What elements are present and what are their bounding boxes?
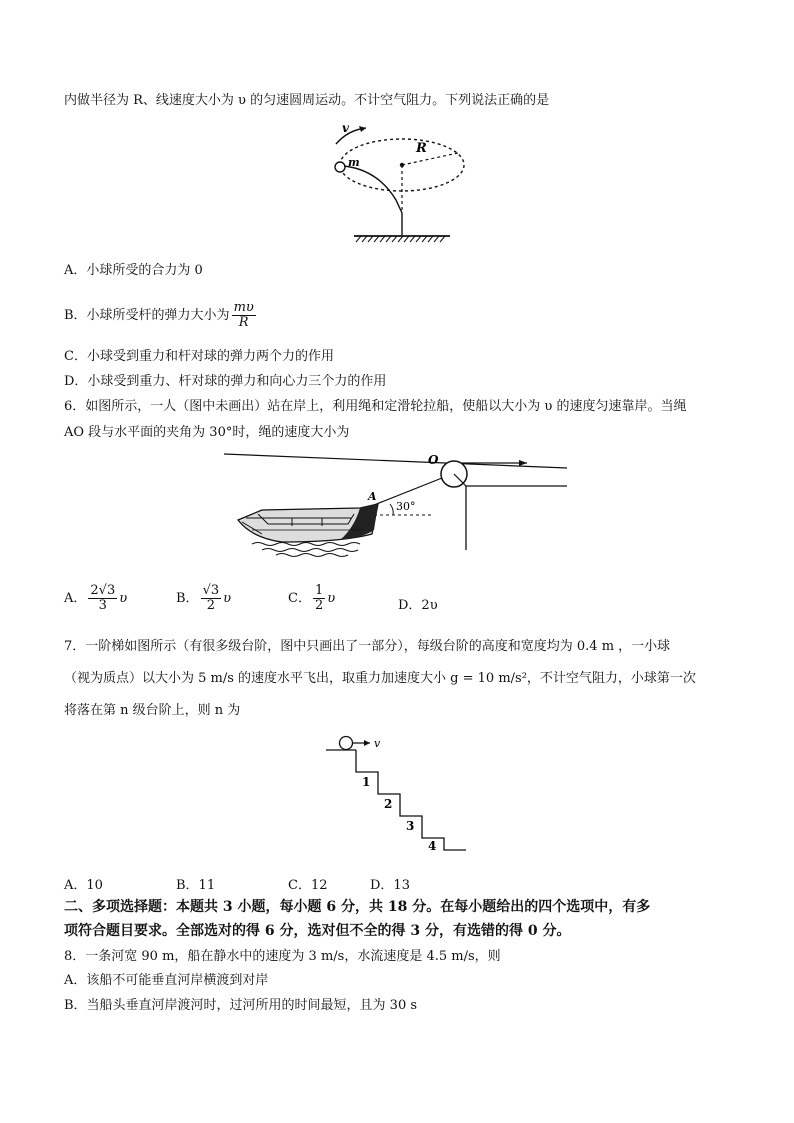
q6-stem-line1: 6．如图所示，一人（图中未画出）站在岸上，利用绳和定滑轮拉船，使船以大小为 υ 的速度匀速靠岸。当绳 (64, 399, 687, 414)
q7-option-c: C．12 (288, 878, 328, 893)
q6-angle-label: 30° (396, 500, 416, 513)
q5-radius (402, 153, 458, 165)
q7-option-b: B．11 (176, 878, 216, 893)
q6-boat (238, 504, 378, 542)
q7-step-3-label: 3 (406, 819, 415, 833)
section2-heading-line2: 项符合题目要求。全部选对的得 6 分，选对但不全的得 3 分，有选错的得 0 分。 (64, 923, 571, 939)
q7-option-d: D．13 (370, 878, 410, 893)
q5-figure (320, 118, 480, 248)
q5-option-d: D．小球受到重力、杆对球的弹力和向心力三个力的作用 (64, 374, 387, 389)
q5-option-a: A．小球所受的合力为 0 (64, 263, 203, 278)
q6-stem-line2: AO 段与水平面的夹角为 30°时，绳的速度大小为 (64, 425, 350, 440)
q7-option-a: A．10 (64, 878, 103, 893)
q6-o-label: O (428, 453, 439, 467)
q5-r-label: R (416, 141, 427, 156)
q7-stairs (356, 750, 466, 850)
q8-option-b: B．当船头垂直河岸渡河时，过河所用的时间最短，且为 30 s (64, 998, 418, 1013)
q5-rod (344, 166, 402, 235)
q7-stem-line1: 7．一阶梯如图所示（有很多级台阶，图中只画出了一部分），每级台阶的高度和宽度均为 0.4 m ，一小球 (64, 639, 671, 654)
q5-v-label: v (342, 121, 349, 135)
q7-stem-line3: 将落在第 n 级台阶上，则 n 为 (64, 703, 241, 718)
q6-figure (222, 448, 572, 558)
q6-option-b: B． $\frac{√3}{2}$ υ (176, 583, 232, 613)
q7-step-4-label: 4 (428, 839, 437, 853)
q7-ball (340, 737, 353, 750)
q5-option-b (64, 300, 258, 332)
q6-option-a: A． $\frac{2√3}{3}$ υ (64, 583, 128, 613)
q5-option-b-fraction: $\frac{m\upsilon}{R}$ (233, 300, 254, 330)
q8-stem: 8．一条河宽 90 m，船在静水中的速度为 3 m/s，水流速度是 4.5 m/s，则 (64, 949, 501, 964)
q5-option-b-text: B．小球所受杆的弹力大小为 (64, 308, 230, 323)
q6-water (252, 543, 360, 557)
q7-step-1-label: 1 (362, 775, 371, 789)
q5-ball (335, 162, 345, 172)
q5-option-c: C．小球受到重力和杆对球的弹力两个力的作用 (64, 349, 334, 364)
q5-stem: 内做半径为 R、线速度大小为 υ 的匀速圆周运动。不计空气阻力。下列说法正确的是 (64, 93, 550, 108)
q6-option-d: D．2υ (398, 598, 438, 613)
q5-m-label: m (348, 156, 360, 169)
q6-option-c: C． $\frac{1}{2}$ υ (288, 583, 336, 613)
q7-stem-line2: （视为质点）以大小为 5 m/s 的速度水平飞出，取重力加速度大小 g = 10 m/s²，不计空气阻力，小球第一次 (64, 671, 696, 686)
q7-figure (322, 734, 472, 856)
q7-v-label: v (374, 737, 381, 750)
q6-a-label: A (368, 490, 377, 503)
q6-rope-top (224, 454, 567, 468)
q8-option-a: A．该船不可能垂直河岸横渡到对岸 (64, 973, 269, 988)
section2-heading-line1: 二、多项选择题：本题共 3 小题，每小题 6 分，共 18 分。在每小题给出的四个选项中，有多 (64, 899, 651, 915)
q7-step-2-label: 2 (384, 797, 393, 811)
